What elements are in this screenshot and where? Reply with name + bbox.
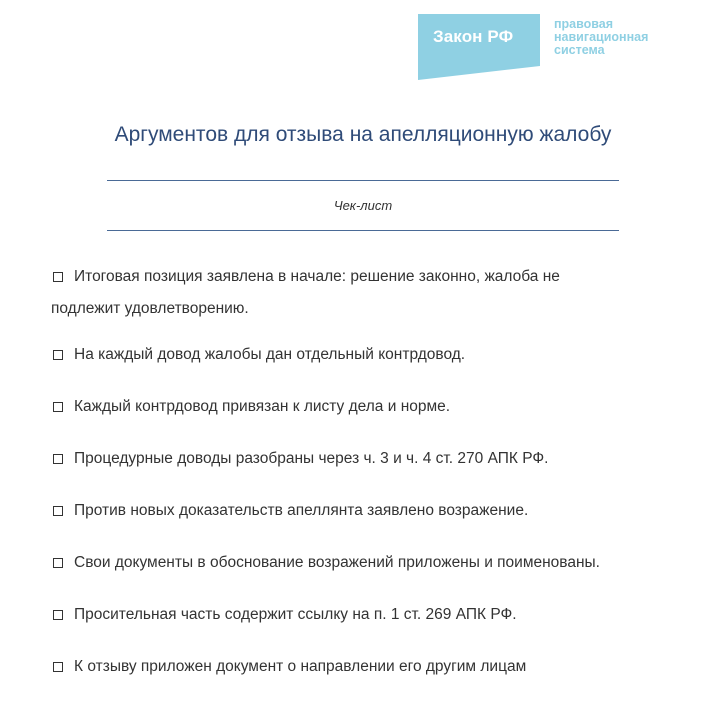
logo-tagline bbox=[554, 18, 648, 57]
checkbox-icon[interactable] bbox=[53, 662, 63, 672]
checklist-item-text: Просительная часть содержит ссылку на п. 1 ст. 269 АПК РФ. bbox=[74, 606, 517, 623]
checkbox-icon[interactable] bbox=[53, 558, 63, 568]
logo bbox=[418, 14, 678, 84]
checklist-item bbox=[51, 495, 671, 527]
checkbox-icon[interactable] bbox=[53, 454, 63, 464]
checklist-item-text: Против новых доказательств апеллянта заявлено возражение. bbox=[74, 502, 529, 519]
checkbox-icon[interactable] bbox=[53, 272, 63, 282]
logo-tagline-line: навигационная bbox=[554, 30, 649, 44]
checklist-item bbox=[51, 599, 671, 631]
checkbox-icon[interactable] bbox=[53, 402, 63, 412]
checklist-item-text: Свои документы в обоснование возражений приложены и поименованы. bbox=[74, 554, 600, 571]
checklist-item bbox=[51, 547, 671, 579]
checklist-item bbox=[51, 651, 671, 683]
document-subtitle: Чек-лист bbox=[333, 198, 393, 213]
logo-tagline-line: правовая bbox=[554, 17, 614, 31]
checklist-item bbox=[51, 261, 671, 325]
divider-top bbox=[107, 180, 619, 181]
checkbox-icon[interactable] bbox=[53, 350, 63, 360]
checklist-item-text: Итоговая позиция заявлена в начале: решение законно, жалоба не bbox=[74, 268, 560, 285]
checklist-item bbox=[51, 391, 671, 423]
logo-name: Закон РФ bbox=[433, 27, 514, 46]
checklist-item-text: Каждый контрдовод привязан к листу дела и норме. bbox=[74, 398, 451, 415]
checklist-item bbox=[51, 339, 671, 371]
checklist-item-text: На каждый довод жалобы дан отдельный контрдовод. bbox=[74, 346, 466, 363]
checklist-item bbox=[51, 443, 671, 475]
logo-tagline-line: система bbox=[554, 43, 605, 57]
divider-bottom bbox=[107, 230, 619, 231]
checklist-item-text: Процедурные доводы разобраны через ч. 3 и ч. 4 ст. 270 АПК РФ. bbox=[74, 450, 549, 467]
document-title: Аргументов для отзыва на апелляционную жалобу bbox=[114, 123, 612, 146]
checklist-item-text: подлежит удовлетворению. bbox=[51, 300, 249, 317]
logo-mark-icon bbox=[418, 14, 540, 80]
checklist-item-text: К отзыву приложен документ о направлении его другим лицам bbox=[74, 658, 527, 675]
checkbox-icon[interactable] bbox=[53, 506, 63, 516]
checkbox-icon[interactable] bbox=[53, 610, 63, 620]
